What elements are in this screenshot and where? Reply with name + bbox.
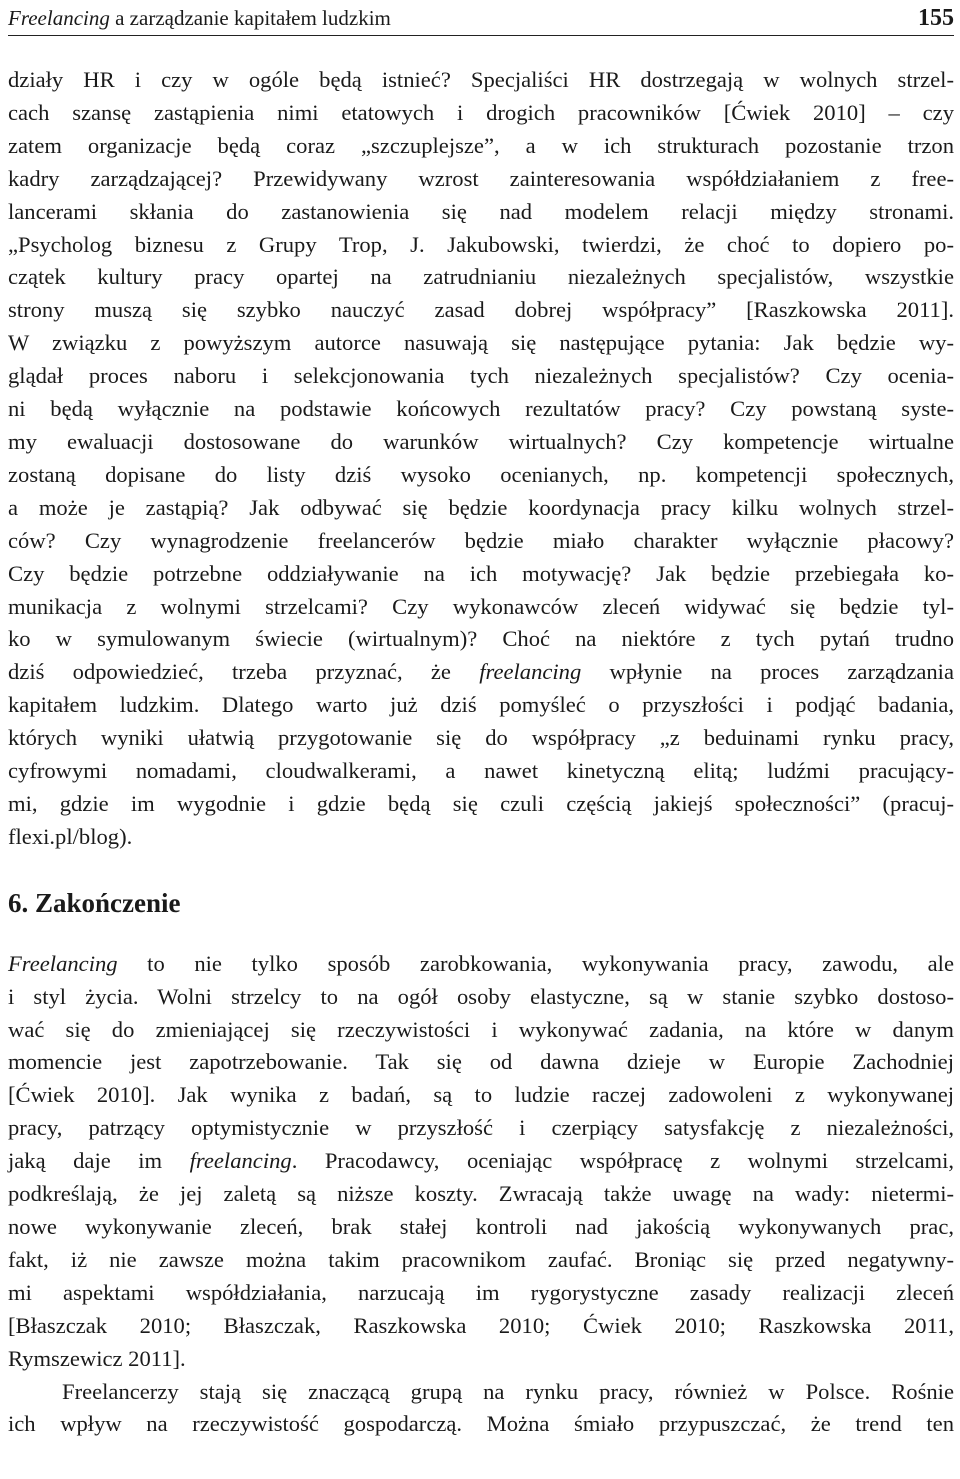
document-page [8,0,954,1441]
page-number: 155 [918,5,954,31]
text-line: a może je zastąpią? Jak odbywać się będzie koordynacja pracy kilku wolnych strzel- [8,494,954,520]
text-line: zostaną dopisane do listy dziś wysoko ocenianych, np. kompetencji społecznych, [8,461,954,487]
text-line: Rymszewicz 2011]. [8,1345,186,1371]
text-line: my ewaluacji dostosowane do warunków wirtualnych? Czy kompetencje wirtualne [8,428,954,454]
text-line: [Błaszczak 2010; Błaszczak, Raszkowska 2010; Ćwiek 2010; Raszkowska 2011, [8,1312,954,1338]
text-line: ko w symulowanym świecie (wirtualnym)? Choć na niektóre z tych pytań trudno [8,626,954,652]
text-line: cach szansę zastąpienia nimi etatowych i drogich pracowników [Ćwiek 2010] – czy [8,99,954,125]
running-header-title-italic: Freelancing [8,6,110,30]
text-line: zatem organizacje będą coraz „szczuplejsze”, a w ich strukturach pozostanie trzon [8,132,954,158]
text-line: Czy będzie potrzebne oddziaływanie na ich motywację? Jak będzie przebiegała ko- [8,560,954,586]
paragraph-3 [8,1376,954,1442]
section-heading: 6. Zakończenie [8,887,181,918]
text-segment: to nie tylko sposób zarobkowania, wykonywania pracy, zawodu, ale [117,950,954,976]
text-line: lancerami skłania do zastanowienia się nad modelem relacji między stronami. [8,198,954,224]
text-line: glądał proces naboru i selekcjonowania tych niezależnych specjalistów? Czy oceniа- [8,363,954,389]
text-line: ców? Czy wynagrodzenie freelancerów będzie miało charakter wyłącznie płacowy? [8,527,954,553]
text-line: momencie jest zapotrzebowanie. Tak się od dawna dzieje w Europie Zachodniej [8,1049,954,1075]
text-line [8,948,954,981]
text-line: czątek kultury pracy opartej na zatrudnianiu niezależnych specjalistów, wszystkie [8,264,954,290]
text-line [8,1145,954,1178]
text-line: ich wpływ na rzeczywistość gospodarczą. Można śmiało przypuszczać, że trend ten [8,1411,954,1437]
text-line: podkreślają, że jej zaletą są niższe koszty. Zwracają także uwagę na wady: nietermi- [8,1181,954,1207]
text-segment: . Pracodawcy, oceniając współpracę z wolnymi strzelcami, [291,1148,955,1174]
text-segment: jaką daje im [8,1148,190,1174]
text-line: kapitałem ludzkim. Dlatego warto już dziś pomyśleć o przyszłości i podjąć badania, [8,692,954,718]
text-line: ni będą wyłącznie na podstawie końcowych rezultatów pracy? Czy powstaną syste- [8,396,954,422]
text-line: strony muszą się szybko nauczyć zasad dobrej współpracy” [Raszkowska 2011]. [8,297,954,323]
text-line: Freelancerzy stają się znaczącą grupą na rynku pracy, również w Polsce. Rośnie [62,1378,954,1404]
text-line: [Ćwiek 2010]. Jak wynika z badań, są to ludzie raczej zadowoleni z wykonywanej [8,1082,954,1108]
text-line: mi, gdzie im wygodnie i gdzie będą się czuli częścią jakiejś społeczności” (pracuj- [8,790,954,816]
italic-term: freelancing [189,1148,292,1174]
running-header-title-rest: a zarządzanie kapitałem ludzkim [109,6,391,30]
text-line: flexi.pl/blog). [8,823,133,849]
text-line: pracy, patrzący optymistycznie w przyszłość i czerpiący satysfakcję z niezależności, [8,1115,954,1141]
text-line: kadry zarządzającej? Przewidywany wzrost zainteresowania współdziałaniem z free- [8,165,954,191]
text-line: munikacja z wolnymi strzelcami? Czy wykonawców zleceń widywać się będzie tyl- [8,593,954,619]
text-line: fakt, iż nie zawsze można takim pracownikom zaufać. Broniąc się przed negatywny- [8,1246,954,1272]
text-line: nowe wykonywanie zleceń, brak stałej kontroli nad jakością wykonywanych prac, [8,1214,954,1239]
text-line: W związku z powyższym autorce nasuwają się następujące pytania: Jak będzie wy- [8,330,954,356]
text-line: i styl życia. Wolni strzelcy to na ogół osoby elastyczne, są w stanie szybko dostoso- [8,983,954,1009]
italic-term: Freelancing [8,950,118,976]
text-line [8,656,954,689]
text-line: działy HR i czy w ogóle będą istnieć? Specjaliści HR dostrzegają w wolnych strzel- [8,67,954,92]
text-line: których wyniki ułatwią przygotowanie się do współpracy „z beduinami rynku pracy, [8,725,954,751]
italic-term: freelancing [479,659,582,685]
text-segment: wpłynie na proces zarządzania [581,659,954,685]
text-line: wać się do zmieniającej się rzeczywistości i wykonywać zadania, na które w danym [8,1016,954,1042]
text-line: mi aspektami współdziałania, narzucają im rygorystyczne zasady realizacji zleceń [8,1279,954,1305]
running-header [8,0,954,36]
paragraph-1 [8,64,954,854]
text-line: „Psycholog biznesu z Grupy Trop, J. Jakubowski, twierdzi, że choć to dopiero po- [8,231,954,257]
text-segment: dziś odpowiedzieć, trzeba przyznać, że [8,659,480,685]
paragraph-2 [8,948,954,1376]
text-line: cyfrowymi nomadami, cloudwalkerami, a nawet kinetyczną elitą; ludźmi pracujący- [8,758,954,784]
running-header-title [8,5,391,31]
